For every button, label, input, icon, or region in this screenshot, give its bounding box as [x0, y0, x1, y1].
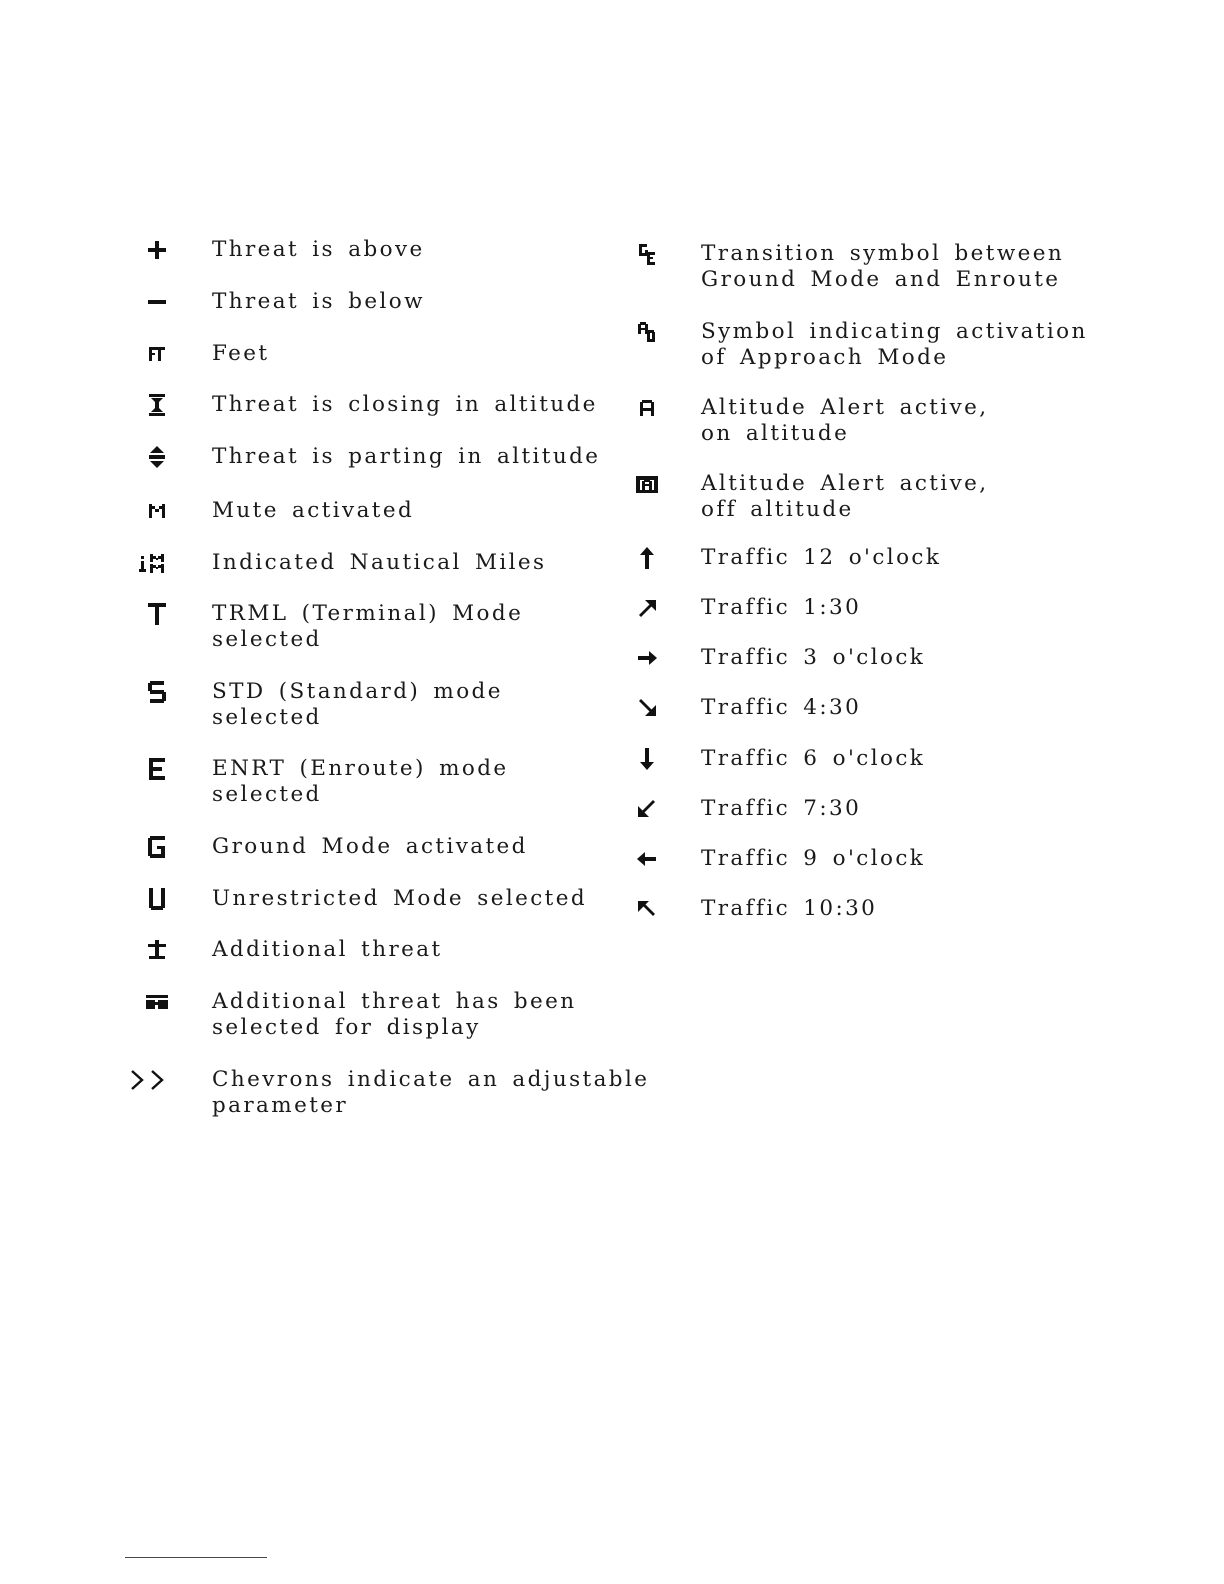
legend-text: Symbol indicating activation	[701, 319, 1088, 344]
legend-text: Threat is below	[212, 289, 425, 314]
legend-text: Altitude Alert active,	[701, 395, 989, 420]
legend-text: Traffic 6 o'clock	[701, 746, 926, 771]
legend-text: Traffic 1:30	[701, 595, 862, 620]
letter-e-icon	[120, 756, 194, 782]
legend-text: selected for display	[212, 1015, 481, 1040]
legend-text: Feet	[212, 341, 270, 366]
letter-u-icon	[120, 886, 194, 912]
arrow-right-icon	[620, 645, 674, 671]
altitude-alert-off-icon	[620, 471, 674, 497]
legend-text: STD (Standard) mode	[212, 679, 503, 704]
legend-text: on altitude	[701, 421, 850, 446]
feet-icon	[120, 341, 194, 367]
footnote-separator	[125, 1557, 267, 1558]
legend-text: Ground Mode and Enroute	[701, 267, 1061, 292]
legend-text: TRML (Terminal) Mode	[212, 601, 524, 626]
arrow-down-left-icon	[620, 796, 674, 822]
mute-icon	[120, 498, 194, 524]
chevrons-icon	[128, 1067, 202, 1093]
legend-text: Chevrons indicate an adjustable	[212, 1067, 650, 1092]
approach-mode-icon	[620, 319, 674, 345]
arrow-up-left-icon	[620, 896, 674, 922]
arrow-down-icon	[620, 746, 674, 772]
legend-text: Ground Mode activated	[212, 834, 528, 859]
legend-text: Traffic 3 o'clock	[701, 645, 926, 670]
arrow-up-icon	[620, 545, 674, 571]
legend-text: Traffic 10:30	[701, 896, 878, 921]
legend-text: off altitude	[701, 497, 854, 522]
legend-text: Additional threat has been	[212, 989, 577, 1014]
closing-arrows-icon	[120, 392, 194, 418]
legend-text: Additional threat	[212, 937, 443, 962]
ground-enroute-transition-icon	[620, 241, 674, 267]
legend-text: selected	[212, 705, 322, 730]
legend-text: Mute activated	[212, 498, 415, 523]
legend-text: Traffic 7:30	[701, 796, 862, 821]
legend-text: selected	[212, 627, 322, 652]
indicated-nm-icon	[120, 550, 194, 576]
legend-text: ENRT (Enroute) mode	[212, 756, 509, 781]
legend-text: Traffic 9 o'clock	[701, 846, 926, 871]
legend-text: Threat is closing in altitude	[212, 392, 598, 417]
additional-threat-icon	[120, 937, 194, 963]
letter-s-icon	[120, 679, 194, 705]
legend-text: parameter	[212, 1093, 349, 1118]
arrow-left-icon	[620, 846, 674, 872]
legend-text: Unrestricted Mode selected	[212, 886, 588, 911]
selected-threat-icon	[120, 989, 194, 1015]
plus-icon	[120, 237, 194, 263]
parting-arrows-icon	[120, 444, 194, 470]
legend-text: Traffic 4:30	[701, 695, 862, 720]
legend-text: Threat is parting in altitude	[212, 444, 601, 469]
legend-text: Indicated Nautical Miles	[212, 550, 547, 575]
legend-text: Transition symbol between	[701, 241, 1065, 266]
legend-text: Traffic 12 o'clock	[701, 545, 942, 570]
legend-text: selected	[212, 782, 322, 807]
altitude-alert-on-icon	[620, 395, 674, 421]
legend-text: Threat is above	[212, 237, 425, 262]
letter-t-icon	[120, 601, 194, 627]
legend-text: Altitude Alert active,	[701, 471, 989, 496]
arrow-up-right-icon	[620, 595, 674, 621]
letter-g-icon	[120, 834, 194, 860]
legend-text: of Approach Mode	[701, 345, 949, 370]
arrow-down-right-icon	[620, 695, 674, 721]
minus-icon	[120, 289, 194, 315]
